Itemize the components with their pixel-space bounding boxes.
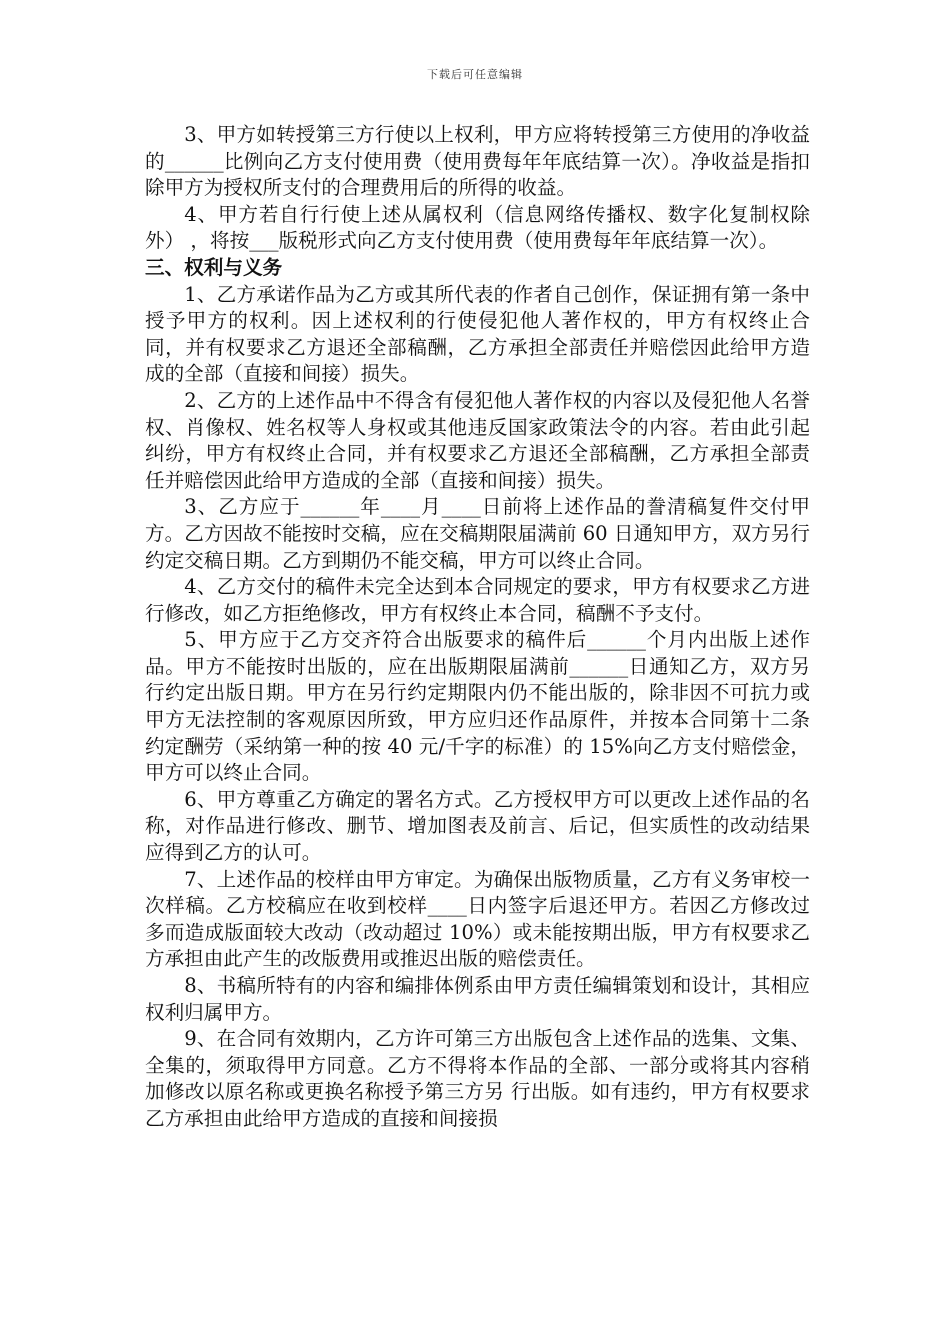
document-body bbox=[145, 122, 810, 1133]
section-heading: 三、权利与义务 bbox=[145, 255, 283, 279]
clause-paragraph: 9、在合同有效期内，乙方许可第三方出版包含上述作品的选集、文集、全集的，须取得甲方同意。乙方不得将本作品的全部、一部分或将其内容稍加修改以原名称或更换名称授予第三方另 行出版。如有违约，甲方有权要求乙方承担由此给甲方造成的直接和间接损 bbox=[145, 1027, 810, 1130]
clause-paragraph: 3、甲方如转授第三方行使以上权利，甲方应将转授第三方使用的净收益的______比例向乙方支付使用费（使用费每年年底结算一次）。净收益是指扣除甲方为授权所支付的合理费用后的所得的收益。 bbox=[145, 123, 810, 200]
clause-paragraph: 1、乙方承诺作品为乙方或其所代表的作者自己创作，保证拥有第一条中授予甲方的权利。因上述权利的行使侵犯他人著作权的，甲方有权终止合同，并有权要求乙方退还全部稿酬，乙方承担全部责任并赔偿因此给甲方造成的全部（直接和间接）损失。 bbox=[145, 282, 810, 386]
clause-paragraph: 5、甲方应于乙方交齐符合出版要求的稿件后______个月内出版上述作品。甲方不能按时出版的，应在出版期限届满前______日通知乙方，双方另行约定出版日期。甲方在另行约定期限内仍不能出版的，除非因不可抗力或甲方无法控制的客观原因所致，甲方应归还作品原件，并按本合同第十二条约定酬劳（采纳第一种的按 40 元/千字的标准）的 15%向乙方支付赔偿金，甲方可以终止合同。 bbox=[145, 628, 810, 785]
clause-paragraph: 4、甲方若自行行使上述从属权利（信息网络传播权、数字化复制权除外） ，将按___版税形式向乙方支付使用费（使用费每年年底结算一次）。 bbox=[145, 202, 810, 253]
page-header-note: 下载后可任意编辑 bbox=[427, 68, 523, 81]
clause-paragraph: 8、书稿所特有的内容和编排体例系由甲方责任编辑策划和设计，其相应权利归属甲方。 bbox=[145, 974, 810, 1024]
clause-paragraph: 3、乙方应于______年____月____日前将上述作品的誊清稿复件交付甲方。乙方因故不能按时交稿，应在交稿期限届满前 60 日通知甲方，双方另行约定交稿日期。乙方到期仍不能交稿，甲方可以终止合同。 bbox=[145, 495, 810, 572]
clause-paragraph: 6、甲方尊重乙方确定的署名方式。乙方授权甲方可以更改上述作品的名称，对作品进行修改、删节、增加图表及前言、后记，但实质性的改动结果应得到乙方的认可。 bbox=[145, 787, 810, 865]
clause-paragraph: 2、乙方的上述作品中不得含有侵犯他人著作权的内容以及侵犯他人名誉权、肖像权、姓名权等人身权或其他违反国家政策法令的内容。若由此引起纠纷，甲方有权终止合同，并有权要求乙方退还全部稿酬，乙方承担全部责任并赔偿因此给甲方造成的全部（直接和间接）损失。 bbox=[145, 388, 810, 492]
clause-paragraph: 7、上述作品的校样由甲方审定。为确保出版物质量，乙方有义务审校一次样稿。乙方校稿应在收到校样____日内签字后退还甲方。若因乙方修改过多而造成版面较大改动（改动超过 10%）或未能按期出版，甲方有权要求乙方承担由此产生的改版费用或推迟出版的赔偿责任。 bbox=[145, 867, 810, 971]
clause-paragraph: 4、乙方交付的稿件未完全达到本合同规定的要求，甲方有权要求乙方进行修改，如乙方拒绝修改，甲方有权终止本合同，稿酬不予支付。 bbox=[145, 575, 810, 625]
